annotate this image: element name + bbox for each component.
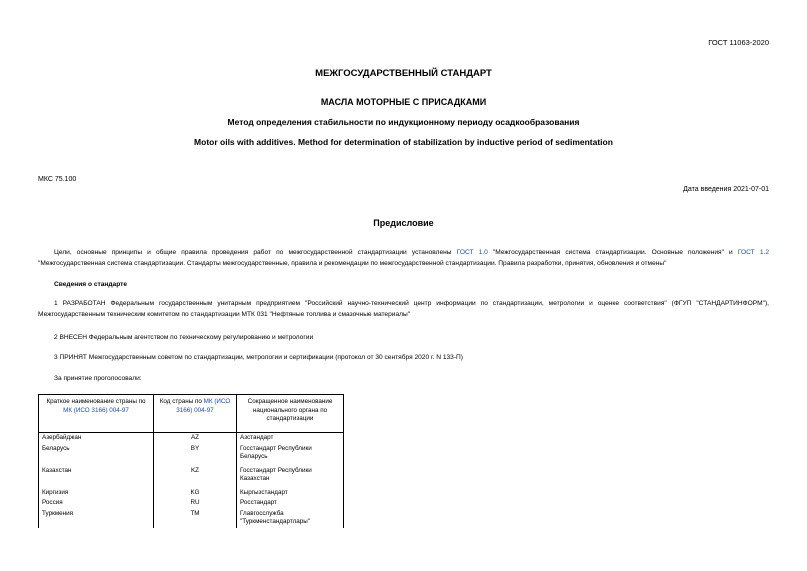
mk-iso-3166-link[interactable]: МК (ИСО 3166) 004-97 xyxy=(176,398,231,414)
table-row xyxy=(39,433,344,444)
voting-countries-table xyxy=(38,394,344,528)
gost-number: ГОСТ 11063-2020 xyxy=(708,38,769,47)
gost-1-0-link[interactable]: ГОСТ 1.0 xyxy=(456,249,488,256)
body-cell: Кыргызстандарт xyxy=(237,488,344,499)
code-cell: RU xyxy=(154,498,237,509)
table-row xyxy=(39,509,344,528)
subtitle-english: Motor oils with additives. Method for determination of stabilization by inductive period of sedimentation xyxy=(194,137,613,147)
table-row xyxy=(39,488,344,499)
paragraph-text: Цели, основные принципы и общие правила проведения работ по межгосударственной стандартизации установлены xyxy=(54,249,457,256)
country-cell: Россия xyxy=(39,498,154,509)
code-cell: AZ xyxy=(154,433,237,444)
country-cell: Киргизия xyxy=(39,488,154,499)
item-developed: 1 РАЗРАБОТАН Федеральным государственным унитарным предприятием "Российский научно-технический центр информации по стандартизации, метрологии и оценке соответствия" (ФГУП "СТАНДАРТИНФОРМ"), Межгосударственным техническим комитетом по стандартизации МТК 031 "Нефтяные топлива и смазочные материалы" xyxy=(38,300,769,318)
preface-heading: Предисловие xyxy=(373,218,434,228)
header-text: Код страны по xyxy=(159,398,204,405)
subtitle-russian: Метод определения стабильности по индукционному периоду осадкообразования xyxy=(227,117,580,127)
mks-code: МКС 75.100 xyxy=(38,176,77,183)
code-cell: KZ xyxy=(154,466,237,488)
header-country xyxy=(39,395,154,433)
item-adopted: 3 ПРИНЯТ Межгосударственным советом по стандартизации, метрологии и сертификации (протокол от 30 сентября 2020 г. N 133-П) xyxy=(54,354,463,361)
body-cell: Главгосслужба "Туркменстандартлары" xyxy=(237,509,344,528)
code-cell: BY xyxy=(154,444,237,466)
country-cell: Азербайджан xyxy=(39,433,154,444)
standard-type: МЕЖГОСУДАРСТВЕННЫЙ СТАНДАРТ xyxy=(315,68,492,79)
table-row xyxy=(39,498,344,509)
item-submitted: 2 ВНЕСЕН Федеральным агентством по техническому регулированию и метрологии xyxy=(54,334,314,341)
document-title: МАСЛА МОТОРНЫЕ С ПРИСАДКАМИ xyxy=(320,97,487,107)
code-cell: TM xyxy=(154,509,237,528)
country-cell: Беларусь xyxy=(39,444,154,466)
body-cell: Госстандарт Республики Беларусь xyxy=(237,444,344,466)
about-standard-heading: Сведения о стандарте xyxy=(54,281,128,288)
code-cell: KG xyxy=(154,488,237,499)
country-cell: Казахстан xyxy=(39,466,154,488)
voted-label: За принятие проголосовали: xyxy=(54,375,142,382)
mk-iso-3166-link[interactable]: МК (ИСО 3166) 004-97 xyxy=(63,406,129,414)
header-text: Краткое наименование страны по xyxy=(46,398,146,405)
gost-1-2-link[interactable]: ГОСТ 1.2 xyxy=(737,249,769,256)
header-code xyxy=(154,395,237,433)
table-row xyxy=(39,444,344,466)
table-row xyxy=(39,466,344,488)
preface-paragraph-1 xyxy=(38,247,769,269)
introduction-date: Дата введения 2021-07-01 xyxy=(683,186,769,193)
paragraph-text: "Межгосударственная система стандартизации. Стандарты межгосударственные, правила и рекомендации по межгосударственной стандартизации. Правила разработки, принятия, обновления и отмены" xyxy=(38,260,667,267)
paragraph-text: "Межгосударственная система стандартизации. Основные положения" и xyxy=(487,249,738,256)
table-header-row xyxy=(39,395,344,433)
body-cell: Росстандарт xyxy=(237,498,344,509)
body-cell: Госстандарт Республики Казахстан xyxy=(237,466,344,488)
country-cell: Туркмения xyxy=(39,509,154,528)
header-body: Сокращенное наименование национального органа по стандартизации xyxy=(237,395,344,433)
body-cell: Азстандарт xyxy=(237,433,344,444)
